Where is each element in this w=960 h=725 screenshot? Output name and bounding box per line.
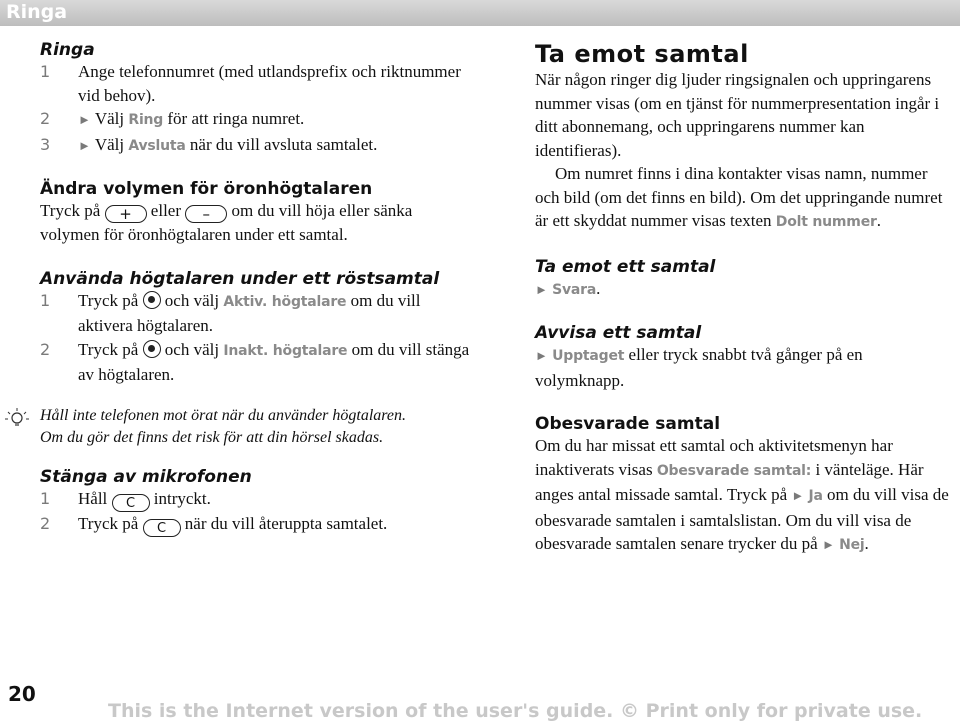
- volume-text-mid: eller: [150, 201, 181, 220]
- answer-text: [535, 277, 955, 303]
- step-text: när du vill återuppta samtalet.: [184, 513, 388, 533]
- plus-key-icon: +: [105, 205, 147, 223]
- ui-label: Ja: [808, 488, 823, 504]
- ringa-step-3: [40, 133, 475, 159]
- step-number: 2: [40, 109, 51, 128]
- ringa-step-2: [40, 107, 475, 133]
- ui-label: Avsluta: [128, 137, 186, 154]
- arrow-right-icon: ►: [535, 348, 548, 363]
- arrow-right-icon: ►: [78, 112, 91, 127]
- ui-label: Nej: [839, 537, 865, 553]
- tip-box: [40, 405, 475, 449]
- reject-text: [535, 343, 955, 392]
- ringa-step-1: [40, 60, 475, 107]
- right-column: [535, 40, 955, 558]
- nav-key-icon: [143, 340, 161, 358]
- step-text: Tryck på: [78, 290, 139, 310]
- step-text: Tryck på: [78, 513, 139, 533]
- volume-text: [40, 199, 475, 247]
- lightbulb-icon: [4, 407, 30, 433]
- reject-text-post: eller tryck snabbt två gånger på en volymknapp.: [535, 345, 863, 390]
- page-number: 20: [8, 682, 36, 706]
- missed-text-mid: i vänteläge. Här anges antal missade samtal. Tryck på: [535, 459, 924, 504]
- c-key-icon: C: [112, 494, 150, 512]
- footer-note: This is the Internet version of the user's guide. © Print only for private use.: [108, 700, 923, 722]
- section-title-mute: Stänga av mikrofonen: [40, 466, 252, 487]
- step-text: intryckt.: [153, 488, 211, 508]
- speaker-step-1: [40, 289, 475, 338]
- ui-label: Dolt nummer: [775, 214, 877, 230]
- ui-label: Svara: [552, 281, 597, 298]
- c-key-icon: C: [143, 519, 181, 537]
- receive-para-2: [535, 162, 955, 235]
- step-number: 1: [40, 62, 51, 81]
- tip-line-1: Håll inte telefonen mot örat när du använder högtalaren.: [40, 406, 407, 424]
- left-column: [40, 40, 475, 537]
- ui-label: Upptaget: [552, 348, 625, 364]
- section-title-answer: Ta emot ett samtal: [535, 256, 716, 277]
- step-text: Tryck på: [78, 339, 139, 359]
- tip-line-2: Om du gör det finns det risk för att din hörsel skadas.: [40, 428, 384, 446]
- step-text: Välj: [94, 134, 125, 154]
- mute-step-2: [40, 512, 475, 537]
- page-header-title: Ringa: [6, 1, 68, 23]
- minus-key-icon: –: [185, 205, 227, 223]
- ui-label: Aktiv. högtalare: [223, 293, 347, 310]
- volume-text-post: om du vill höja eller sänka volymen för öronhögtalaren under ett samtal.: [40, 201, 413, 244]
- ui-label: Inakt. högtalare: [223, 342, 348, 359]
- arrow-right-icon: ►: [535, 281, 548, 297]
- volume-text-pre: Tryck på: [40, 201, 101, 220]
- ui-label: Obesvarade samtal:: [656, 462, 812, 479]
- step-text: Ange telefonnumret (med utlandsprefix och riktnummer vid behov).: [78, 62, 461, 105]
- step-text: om du vill stänga av högtalaren.: [78, 339, 470, 384]
- step-text: Välj: [94, 109, 125, 128]
- section-title-receive: Ta emot samtal: [535, 40, 749, 68]
- missed-text-pre: Om du har missat ett samtal och aktivitetsmenyn har inaktiverats visas: [535, 436, 893, 479]
- section-title-volume: Ändra volymen för öronhögtalaren: [40, 179, 373, 199]
- section-title-ringa: Ringa: [40, 40, 95, 60]
- nav-key-icon: [143, 291, 161, 309]
- step-number: 2: [40, 339, 51, 359]
- ui-label: Ring: [128, 112, 164, 128]
- receive-para-2-end: .: [876, 211, 881, 230]
- mute-step-1: [40, 487, 475, 512]
- section-title-reject: Avvisa ett samtal: [535, 323, 702, 343]
- step-text: och välj: [164, 290, 220, 310]
- step-number: 3: [40, 134, 51, 154]
- missed-text-mid2: om du vill visa de obesvarade samtalen i samtalslistan. Om du vill visa de obesvarade samtalen senare trycker du på: [535, 485, 949, 553]
- speaker-step-2: [40, 338, 475, 387]
- missed-text: [535, 434, 955, 558]
- section-title-speaker: Använda högtalaren under ett röstsamtal: [40, 268, 440, 289]
- step-number: 1: [40, 290, 51, 310]
- step-text: om du vill aktivera högtalaren.: [78, 290, 421, 335]
- section-title-missed: Obesvarade samtal: [535, 414, 721, 434]
- header-bar: [0, 0, 960, 26]
- arrow-right-icon: ►: [78, 137, 91, 153]
- step-number: 2: [40, 513, 51, 533]
- answer-text-end: .: [596, 278, 601, 298]
- arrow-right-icon: ►: [791, 488, 805, 503]
- step-text: när du vill avsluta samtalet.: [189, 134, 378, 154]
- missed-text-end: .: [864, 534, 869, 553]
- arrow-right-icon: ►: [821, 537, 835, 552]
- step-number: 1: [40, 488, 51, 508]
- receive-para-2-text: Om numret finns i dina kontakter visas namn, nummer och bild (om det finns en bild). Om det uppringande numret är ett skyddat nummer visas texten: [535, 164, 943, 230]
- step-text: och välj: [164, 339, 220, 359]
- receive-para-1: När någon ringer dig ljuder ringsignalen och uppringarens nummer visas (om en tjänst för nummerpresentation ingår i ditt abonnemang, och uppringarens nummer kan identifieras).: [535, 70, 940, 160]
- step-text: för att ringa numret.: [167, 109, 305, 128]
- step-text: Håll: [78, 488, 108, 508]
